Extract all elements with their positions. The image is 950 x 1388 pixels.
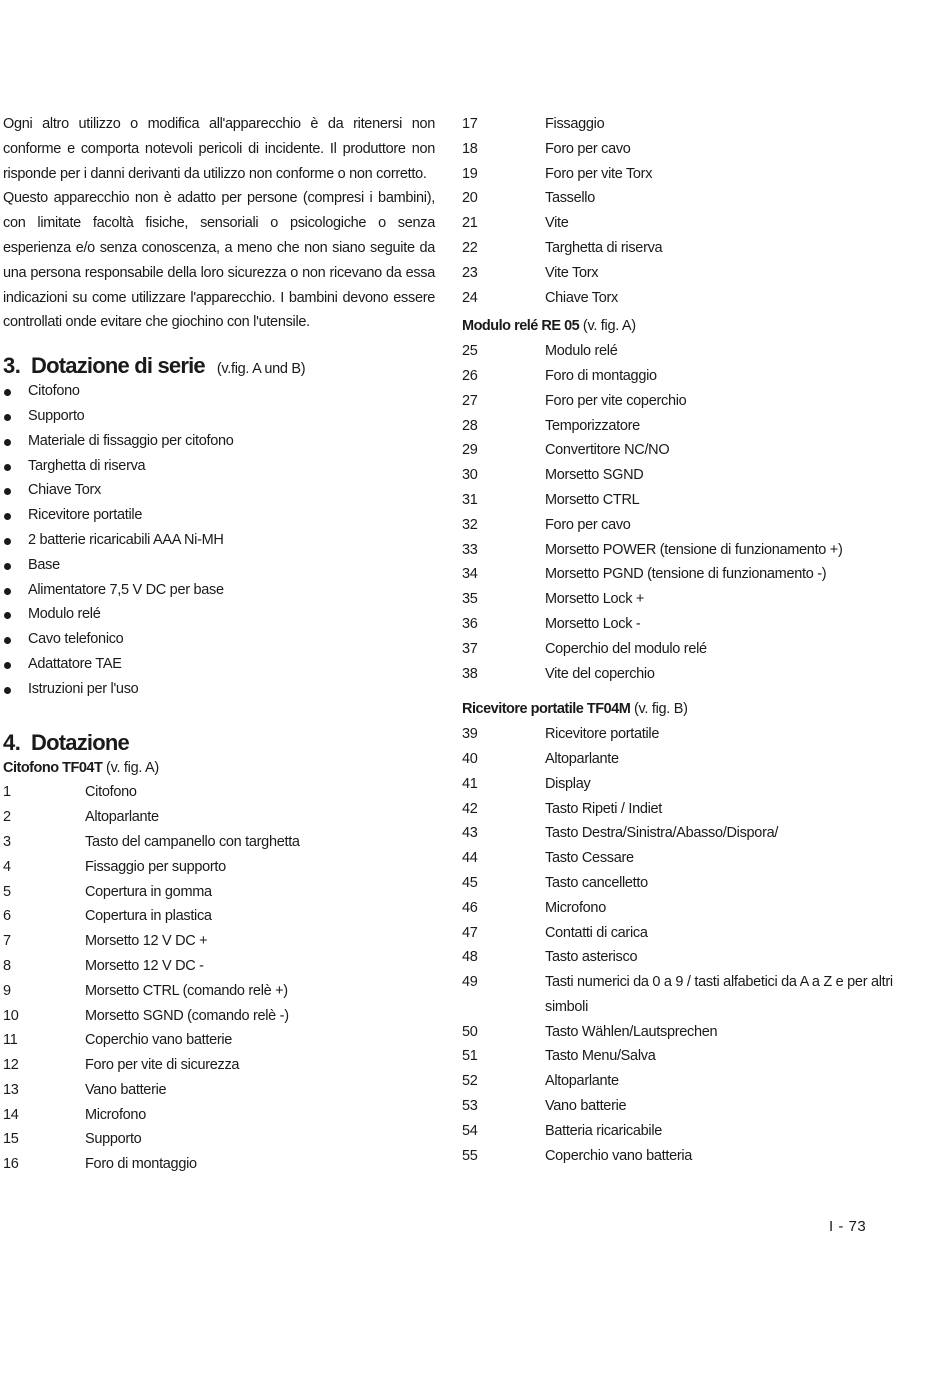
part-label: Contatti di carica: [545, 924, 648, 941]
part-number: 28: [462, 417, 478, 434]
standard-equipment-item: [3, 503, 435, 528]
part-number: 16: [3, 1156, 19, 1173]
part-label: Batteria ricaricabile: [545, 1122, 662, 1139]
part-row: [462, 612, 932, 637]
part-number: 10: [3, 1007, 19, 1024]
modulo-subheading: [462, 314, 932, 339]
part-number: 54: [462, 1122, 478, 1139]
part-row: [3, 904, 435, 929]
modulo-ref: (v. fig. A): [579, 318, 636, 335]
ricevitore-parts-list: [462, 722, 932, 1168]
part-number: 8: [3, 957, 11, 974]
bullet-dot-icon: [4, 637, 11, 644]
part-row: [3, 1127, 435, 1152]
section-3-subtitle: (v.fig. A und B): [216, 361, 306, 378]
part-number: 7: [3, 933, 11, 950]
part-row: [462, 538, 932, 563]
part-row: [462, 1094, 932, 1119]
part-number: 48: [462, 949, 478, 966]
part-row: [3, 1152, 435, 1177]
part-row: [462, 438, 932, 463]
part-number: 39: [462, 726, 478, 743]
ricevitore-name: Ricevitore portatile TF04M: [462, 701, 631, 718]
part-number: 32: [462, 516, 478, 533]
part-label: Microfono: [85, 1106, 146, 1123]
part-label: Foro di montaggio: [85, 1156, 197, 1173]
part-row: [462, 587, 932, 612]
part-row: [462, 1020, 932, 1045]
part-row: [462, 896, 932, 921]
citofono-subheading: [3, 756, 435, 781]
part-row: [3, 979, 435, 1004]
part-number: 18: [462, 140, 478, 157]
standard-equipment-label: Cavo telefonico: [28, 631, 124, 648]
standard-equipment-item: [3, 429, 435, 454]
standard-equipment-item: [3, 379, 435, 404]
bullet-dot-icon: [4, 662, 11, 669]
standard-equipment-label: Citofono: [28, 383, 80, 400]
bullet-dot-icon: [4, 389, 11, 396]
standard-equipment-label: Chiave Torx: [28, 482, 101, 499]
part-number: 12: [3, 1057, 19, 1074]
part-number: 38: [462, 665, 478, 682]
part-label: Tasto asterisco: [545, 949, 638, 966]
part-row: [462, 513, 932, 538]
part-label: Vite Torx: [545, 264, 599, 281]
standard-equipment-label: Istruzioni per l'uso: [28, 680, 139, 697]
standard-equipment-item: [3, 478, 435, 503]
part-row: [462, 945, 932, 970]
section-3-heading: [3, 353, 435, 379]
part-row: [462, 921, 932, 946]
part-number: 53: [462, 1098, 478, 1115]
part-row: [462, 414, 932, 439]
part-row: [462, 970, 932, 1020]
part-label: Morsetto 12 V DC -: [85, 957, 204, 974]
part-number: 51: [462, 1048, 478, 1065]
part-number: 34: [462, 566, 478, 583]
part-label: Tasto Menu/Salva: [545, 1048, 656, 1065]
part-label: Tasto cancelletto: [545, 874, 648, 891]
part-label: Vano batterie: [545, 1098, 627, 1115]
part-number: 24: [462, 289, 478, 306]
standard-equipment-item: [3, 578, 435, 603]
standard-equipment-item: [3, 454, 435, 479]
part-label: Supporto: [85, 1131, 142, 1148]
part-number: 52: [462, 1073, 478, 1090]
section-3-number: 3.: [3, 353, 21, 379]
part-label: Morsetto POWER (tensione di funzionamento +): [545, 541, 843, 558]
part-number: 31: [462, 491, 478, 508]
part-number: 2: [3, 809, 11, 826]
part-label: Morsetto SGND: [545, 467, 644, 484]
part-number: 33: [462, 541, 478, 558]
part-number: 41: [462, 775, 478, 792]
part-row: [462, 137, 932, 162]
standard-equipment-item: [3, 553, 435, 578]
part-number: 1: [3, 784, 11, 801]
bullet-dot-icon: [4, 439, 11, 446]
citofono-name: Citofono TF04T: [3, 759, 103, 776]
part-label: Display: [545, 775, 591, 792]
part-number: 19: [462, 165, 478, 182]
part-label: Morsetto PGND (tensione di funzionamento -): [545, 566, 827, 583]
part-label: Copertura in gomma: [85, 883, 212, 900]
part-row: [3, 880, 435, 905]
part-number: 21: [462, 215, 478, 232]
standard-equipment-item: [3, 652, 435, 677]
part-number: 26: [462, 367, 478, 384]
part-row: [3, 855, 435, 880]
section-3-title: Dotazione di serie: [31, 353, 205, 379]
standard-equipment-label: Base: [28, 556, 60, 573]
part-row: [3, 954, 435, 979]
standard-equipment-label: Materiale di fissaggio per citofono: [28, 432, 234, 449]
part-number: 17: [462, 116, 478, 132]
standard-equipment-label: Supporto: [28, 407, 85, 424]
part-label: Coperchio vano batterie: [85, 1032, 233, 1049]
intro-paragraph-2: Questo apparecchio non è adatto per persone (compresi i bambini), con limitate facoltà fisiche, sensoriali o psicologiche o senza esperienza e/o senza conoscenza, a meno che non siano seguite da una persona responsabile della loro sicurezza o non ricevano da essa indicazioni su come utilizzare l'apparecchio. I bambini devono essere controllati onde evitare che giochino con l'utensile.: [3, 190, 435, 331]
part-row: [462, 722, 932, 747]
part-label: Foro di montaggio: [545, 367, 657, 384]
standard-equipment-item: [3, 404, 435, 429]
ricevitore-subheading: [462, 697, 932, 722]
part-row: [462, 871, 932, 896]
part-row: [462, 1069, 932, 1094]
part-label: Vano batterie: [85, 1081, 167, 1098]
part-label: Morsetto CTRL: [545, 491, 640, 508]
standard-equipment-label: Ricevitore portatile: [28, 507, 143, 524]
part-row: [3, 1078, 435, 1103]
standard-equipment-label: 2 batterie ricaricabili AAA Ni-MH: [28, 531, 224, 548]
standard-equipment-label: Targhetta di riserva: [28, 457, 146, 474]
part-label: Microfono: [545, 899, 606, 916]
part-label: Vite: [545, 215, 569, 232]
bullet-dot-icon: [4, 464, 11, 471]
part-number: 35: [462, 591, 478, 608]
part-row: [462, 772, 932, 797]
part-number: 13: [3, 1081, 19, 1098]
part-row: [3, 929, 435, 954]
standard-equipment-label: Modulo relé: [28, 606, 101, 623]
part-label: Tasto Destra/Sinistra/Abasso/Dispora/: [545, 825, 779, 842]
part-number: 25: [462, 343, 478, 360]
part-row: [462, 1119, 932, 1144]
section-4-heading: [3, 730, 435, 756]
section-4-number: 4.: [3, 729, 21, 755]
part-row: [462, 562, 932, 587]
part-number: 27: [462, 392, 478, 409]
part-label: Coperchio del modulo relé: [545, 640, 707, 657]
part-row: [3, 1053, 435, 1078]
part-number: 55: [462, 1147, 478, 1164]
part-row: [3, 830, 435, 855]
standard-equipment-label: Alimentatore 7,5 V DC per base: [28, 581, 224, 598]
standard-equipment-item: [3, 627, 435, 652]
part-number: 15: [3, 1131, 19, 1148]
part-row: [3, 1103, 435, 1128]
part-row: [462, 747, 932, 772]
part-label: Tasto Wählen/Lautsprechen: [545, 1023, 718, 1040]
ricevitore-ref: (v. fig. B): [630, 701, 688, 718]
part-label: Morsetto CTRL (comando relè +): [85, 982, 288, 999]
part-number: 47: [462, 924, 478, 941]
part-row: [462, 211, 932, 236]
part-row: [462, 637, 932, 662]
part-label: Foro per vite Torx: [545, 165, 653, 182]
part-label: Foro per cavo: [545, 140, 631, 157]
part-number: 9: [3, 982, 11, 999]
part-number: 6: [3, 908, 11, 925]
part-number: 42: [462, 800, 478, 817]
part-label: Morsetto Lock -: [545, 615, 641, 632]
standard-equipment-item: [3, 677, 435, 702]
part-label: Tassello: [545, 190, 595, 207]
modulo-parts-list: [462, 339, 932, 686]
part-label: Modulo relé: [545, 343, 618, 360]
bullet-dot-icon: [4, 687, 11, 694]
part-number: 45: [462, 874, 478, 891]
part-label: Foro per vite di sicurezza: [85, 1057, 240, 1074]
part-label: Copertura in plastica: [85, 908, 212, 925]
part-label: Fissaggio per supporto: [85, 858, 226, 875]
citofono-ref: (v. fig. A): [102, 759, 159, 776]
part-row: [462, 186, 932, 211]
bullet-dot-icon: [4, 538, 11, 545]
standard-equipment-list: [3, 379, 435, 701]
bullet-dot-icon: [4, 414, 11, 421]
part-row: [462, 364, 932, 389]
citofono-parts-list-continued: [462, 112, 932, 310]
page-number: I - 73: [829, 1218, 867, 1235]
standard-equipment-item: [3, 602, 435, 627]
part-number: 11: [3, 1032, 18, 1049]
part-row: [3, 780, 435, 805]
part-label: Morsetto SGND (comando relè -): [85, 1007, 289, 1024]
part-label: Foro per cavo: [545, 516, 631, 533]
citofono-parts-list: [3, 780, 435, 1177]
part-number: 43: [462, 825, 478, 842]
part-label: Vite del coperchio: [545, 665, 655, 682]
part-label: Altoparlante: [85, 809, 159, 826]
standard-equipment-item: [3, 528, 435, 553]
part-label: Tasto Ripeti / Indiet: [545, 800, 663, 817]
part-number: 20: [462, 190, 478, 207]
right-column: [462, 112, 932, 1168]
part-row: [462, 261, 932, 286]
part-number: 23: [462, 264, 478, 281]
standard-equipment-label: Adattatore TAE: [28, 655, 122, 672]
part-row: [462, 846, 932, 871]
part-number: 14: [3, 1106, 19, 1123]
part-label: Foro per vite coperchio: [545, 392, 687, 409]
part-label: Coperchio vano batteria: [545, 1147, 693, 1164]
part-label: Tasto del campanello con targhetta: [85, 833, 300, 850]
part-number: 30: [462, 467, 478, 484]
part-number: 37: [462, 640, 478, 657]
part-number: 3: [3, 833, 11, 850]
section-4-title: Dotazione: [31, 729, 129, 755]
part-number: 49: [462, 974, 478, 991]
part-number: 36: [462, 615, 478, 632]
part-row: [3, 1004, 435, 1029]
part-label: Citofono: [85, 784, 137, 801]
part-label: Morsetto Lock +: [545, 591, 645, 608]
part-label: Targhetta di riserva: [545, 239, 663, 256]
part-number: 22: [462, 239, 478, 256]
part-number: 29: [462, 442, 478, 459]
part-number: 4: [3, 858, 11, 875]
part-label: Fissaggio: [545, 116, 605, 132]
part-label: Morsetto 12 V DC +: [85, 933, 208, 950]
part-row: [3, 1028, 435, 1053]
part-label: Ricevitore portatile: [545, 726, 660, 743]
part-number: 40: [462, 750, 478, 767]
bullet-dot-icon: [4, 488, 11, 495]
part-row: [462, 339, 932, 364]
part-row: [462, 286, 932, 311]
modulo-name: Modulo relé RE 05: [462, 318, 580, 335]
bullet-dot-icon: [4, 513, 11, 520]
part-row: [3, 805, 435, 830]
part-row: [462, 1044, 932, 1069]
part-label: Chiave Torx: [545, 289, 618, 306]
part-label: Temporizzatore: [545, 417, 640, 434]
left-column: [3, 112, 435, 1177]
part-number: 5: [3, 883, 11, 900]
part-row: [462, 463, 932, 488]
part-number: 44: [462, 850, 478, 867]
part-row: [462, 236, 932, 261]
part-row: [462, 1144, 932, 1169]
part-row: [462, 662, 932, 687]
part-number: 46: [462, 899, 478, 916]
part-row: [462, 389, 932, 414]
part-row: [462, 112, 932, 137]
bullet-dot-icon: [4, 612, 11, 619]
part-label: Tasti numerici da 0 a 9 / tasti alfabetici da A a Z e per altri simboli: [545, 974, 893, 1015]
part-number: 50: [462, 1023, 478, 1040]
part-row: [462, 821, 932, 846]
part-row: [462, 162, 932, 187]
bullet-dot-icon: [4, 588, 11, 595]
part-label: Convertitore NC/NO: [545, 442, 670, 459]
intro-paragraph-1: Ogni altro utilizzo o modifica all'apparecchio è da ritenersi non conforme e comporta notevoli pericoli di incidente. Il produttore non risponde per i danni derivanti da utilizzo non conforme o non corretto.: [3, 116, 435, 182]
bullet-dot-icon: [4, 563, 11, 570]
part-label: Altoparlante: [545, 750, 619, 767]
part-label: Tasto Cessare: [545, 850, 634, 867]
part-row: [462, 488, 932, 513]
part-row: [462, 797, 932, 822]
part-label: Altoparlante: [545, 1073, 619, 1090]
